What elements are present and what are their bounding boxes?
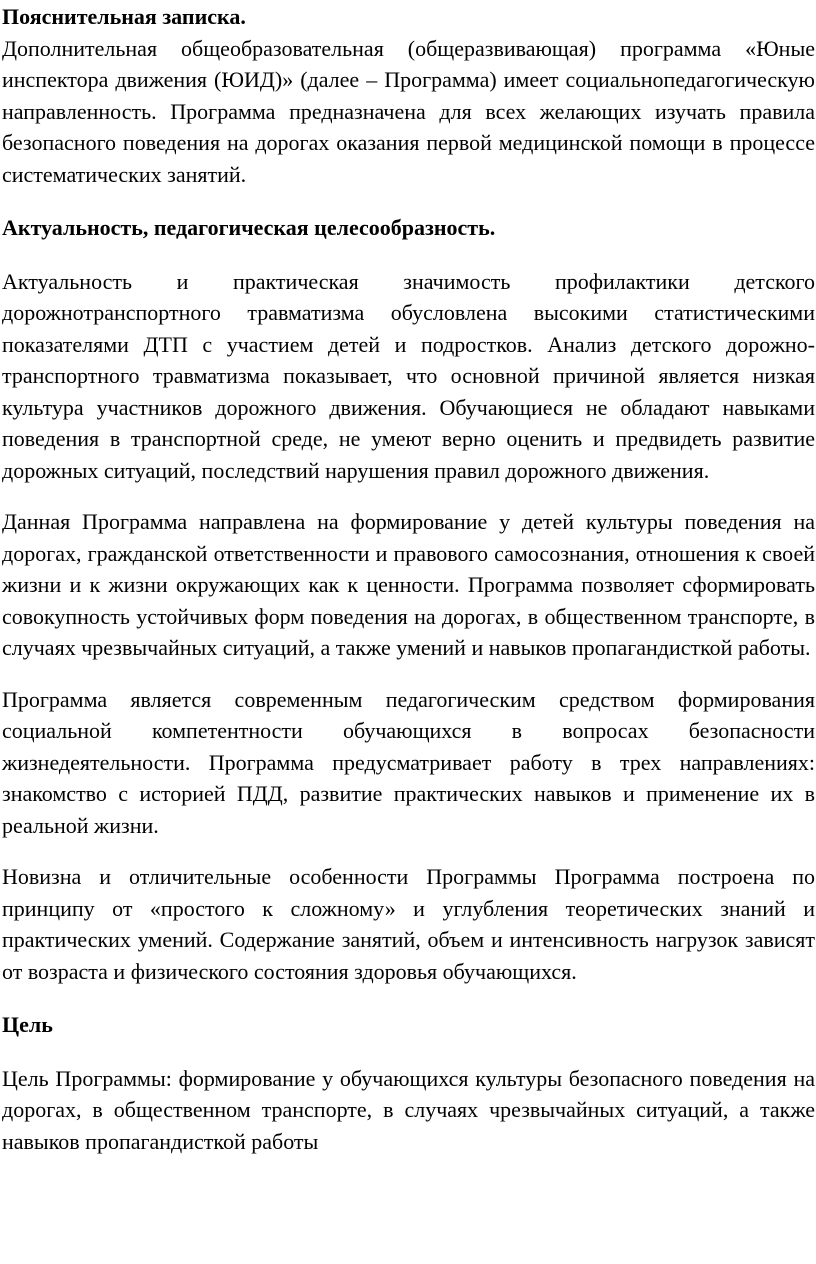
goal-paragraph: Цель Программы: формирование у обучающихся культуры безопасного поведения на дорогах, в общественном транспорте, в случаях чрезвычайных ситуаций, а также навыков пропагандисткой работы bbox=[2, 1065, 815, 1154]
relevance-paragraph-2: Данная Программа направлена на формирование у детей культуры поведения на дорогах, гражданской ответственности и правового самосознания, отношения к своей жизни и к жизни окружающих как к ценности. Программа позволяет сформировать совокупность устойчивых форм поведения на дорогах, в общественном транспорте, в случаях чрезвычайных ситуаций, а также умений и навыков пропагандисткой работы. bbox=[2, 509, 815, 660]
intro-paragraph: Дополнительная общеобразовательная (общеразвивающая) программа «Юные инспектора движения (ЮИД)» (далее – Программа) имеет социальнопедагогическую направленность. Программа предназначена для всех желающих изучать правила безопасного поведения на дорогах оказания первой медицинской помощи в процессе систематических занятий. bbox=[2, 35, 815, 187]
novelty-paragraph: Новизна и отличительные особенности Программы Программа построена по принципу от «простого к сложному» и углубления теоретических знаний и практических умений. Содержание занятий, объем и интенсивность нагрузок зависят от возраста и физического состояния здоровья обучающихся. bbox=[2, 864, 815, 984]
relevance-paragraph-3: Программа является современным педагогическим средством формирования социальной компетентности обучающихся в вопросах безопасности жизнедеятельности. Программа предусматривает работу в трех направлениях: знакомство с историей ПДД, развитие практических навыков и применение их в реальной жизни. bbox=[2, 686, 815, 838]
document-title: Пояснительная записка. bbox=[2, 4, 246, 29]
goal-heading: Цель bbox=[2, 1012, 53, 1037]
relevance-paragraph-1: Актуальность и практическая значимость профилактики детского дорожнотранспортного травматизма обусловлена высокими статистическими показателями ДТП с участием детей и подростков. Анализ детского дорожно-транспортного травматизма показывает, что основной причиной является низкая культура участников дорожного движения. Обучающиеся не обладают навыками поведения в транспортной среде, не умеют верно оценить и предвидеть развитие дорожных ситуаций, последствий нарушения правил дорожного движения. bbox=[2, 268, 815, 483]
relevance-heading: Актуальность, педагогическая целесообразность. bbox=[2, 215, 496, 240]
